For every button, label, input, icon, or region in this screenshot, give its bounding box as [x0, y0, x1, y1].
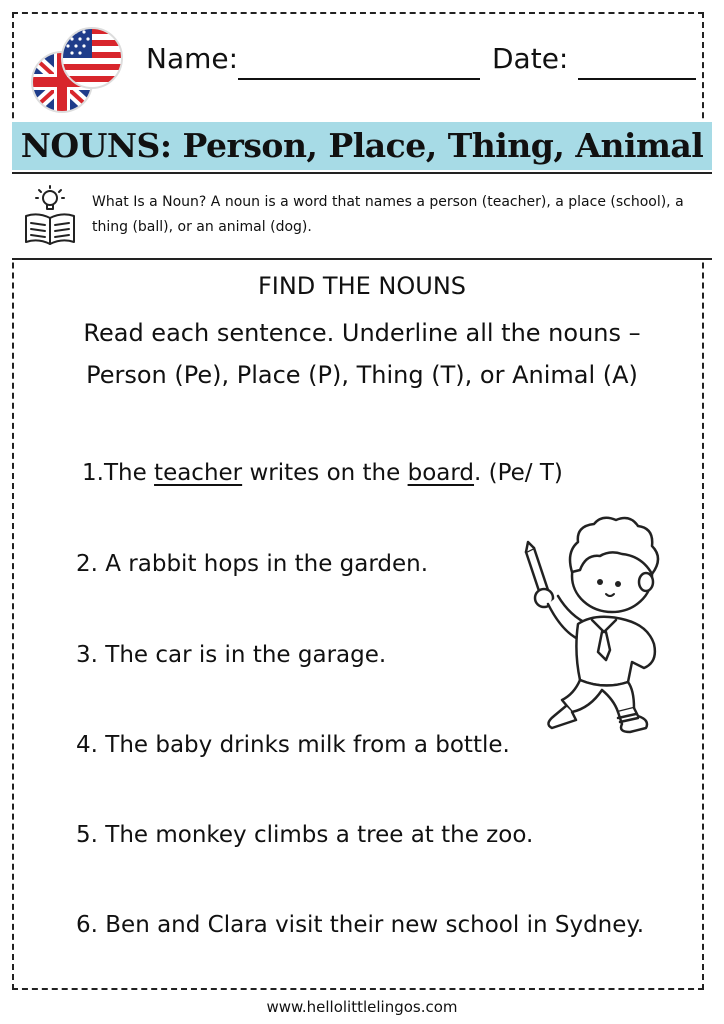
underlined-noun: board: [407, 460, 475, 486]
sentence-text: The monkey climbs a tree at the zoo.: [105, 822, 534, 848]
sentence-text: Ben and Clara visit their new school in Sydney.: [105, 912, 645, 938]
name-date-row: [146, 42, 706, 86]
page-title: NOUNS: Person, Place, Thing, Animal: [20, 126, 704, 165]
sentence-number: 5.: [76, 822, 98, 848]
sentence-number: 6.: [76, 912, 98, 938]
example-text-2: writes on the: [242, 460, 408, 486]
lightbulb-book-icon: [22, 184, 78, 248]
footer-url[interactable]: www.hellolittlelingos.com: [266, 998, 458, 1016]
sentence-4[interactable]: [76, 732, 696, 758]
sentence-text: The baby drinks milk from a bottle.: [105, 732, 510, 758]
name-label: Name:: [146, 42, 239, 75]
sentence-number: 2.: [76, 551, 98, 577]
sentence-text: A rabbit hops in the garden.: [105, 551, 429, 577]
sentence-number: 4.: [76, 732, 98, 758]
title-bar: [12, 122, 712, 170]
instruction-line-2: Person (Pe), Place (P), Thing (T), or Animal (A): [86, 361, 638, 389]
date-field[interactable]: [578, 78, 696, 80]
sentence-6[interactable]: [76, 912, 696, 938]
name-field[interactable]: [238, 78, 480, 80]
definition-text: What Is a Noun? A noun is a word that names a person (teacher), a place (school), a thing (ball), or an animal (dog).: [92, 194, 684, 235]
boy-with-pencil-icon: [514, 512, 684, 734]
us-uk-flags-icon: [26, 24, 130, 114]
definition-box: [12, 172, 712, 260]
section-title: FIND THE NOUNS: [257, 272, 467, 300]
instructions: [40, 312, 684, 396]
date-label: Date:: [492, 42, 569, 75]
sentence-number: 1.: [82, 460, 104, 486]
underlined-noun: teacher: [154, 460, 243, 486]
sentence-number: 3.: [76, 642, 98, 668]
instruction-line-1: Read each sentence. Underline all the nouns –: [83, 319, 641, 347]
example-sentence: [82, 460, 702, 486]
sentence-5[interactable]: [76, 822, 696, 848]
sentence-text: The car is in the garage.: [105, 642, 387, 668]
example-text-3: . (Pe/ T): [474, 460, 563, 486]
example-text-1: The: [103, 460, 155, 486]
